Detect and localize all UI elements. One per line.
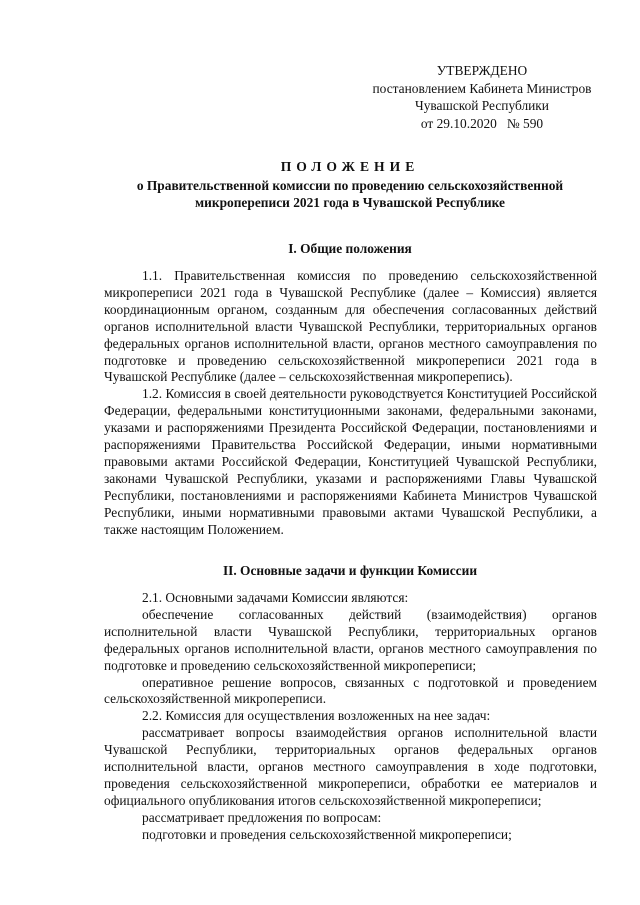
section-2-title: II. Основные задачи и функции Комиссии [222, 563, 478, 578]
paragraph-2-1: 2.1. Основными задачами Комиссии являются: [142, 590, 409, 605]
paragraph-2-1-item-2: оперативное решение вопросов, связанных с подготовкой и проведением сельскохозяйственной микропереписи. [104, 674, 597, 707]
document-title: ПОЛОЖЕНИЕ [280, 159, 420, 174]
approval-date-number: от 29.10.2020 № 590 [420, 115, 544, 131]
document-subtitle-line1: о Правительственной комиссии по проведению сельскохозяйственной [136, 178, 564, 193]
section-1-title: I. Общие положения [288, 241, 412, 256]
section-1-body [104, 268, 597, 539]
paragraph-2-2: 2.2. Комиссия для осуществления возложенных на нее задач: [142, 708, 491, 724]
document-title-block [100, 158, 600, 211]
document-subtitle-line2: микропереписи 2021 года в Чувашской Республике [195, 195, 505, 210]
paragraph-2-2-subitem-1: подготовки и проведения сельскохозяйственной микропереписи; [142, 826, 512, 842]
paragraph-2-2-item-1: рассматривает вопросы взаимодействия органов исполнительной власти Чувашской Республики, территориальных органов федеральных органов исполнительной власти, органов местного самоуправления в ходе подготовки, проведения сельскохозяйственной микропереписи, обработки ее материалов и официального опубликования итогов сельскохозяйственной микропереписи; [104, 725, 597, 808]
approval-label: УТВЕРЖДЕНО [436, 63, 528, 78]
paragraph-2-2-item-2: рассматривает предложения по вопросам: [142, 809, 382, 825]
section-2-body [104, 590, 597, 844]
approval-authority: постановлением Кабинета Министров [372, 80, 592, 96]
paragraph-1-1: 1.1. Правительственная комиссия по проведению сельскохозяйственной микропереписи 2021 года в Чувашской Республике (далее – Комиссия) является координационным органом, созданным для обеспечения согласованных действий органов исполнительной власти Чувашской Республики, территориальных органов федеральных органов исполнительной власти, органов местного самоуправления по подготовке и проведению сельскохозяйственной микропереписи 2021 года в Чувашской Республике (далее – сельскохозяйственная микроперепись). [104, 268, 597, 385]
approval-stamp [362, 62, 602, 132]
approval-region: Чувашской Республики [415, 98, 549, 113]
paragraph-2-1-item-1: обеспечение согласованных действий (взаимодействия) органов исполнительной власти Чувашской Республики, территориальных органов федеральных органов исполнительной власти, органов местного самоуправления по подготовке и проведению сельскохозяйственной микропереписи; [104, 606, 597, 673]
paragraph-1-2: 1.2. Комиссия в своей деятельности руководствуется Конституцией Российской Федерации, федеральными конституционными законами, федеральными законами, указами и распоряжениями Президента Российской Федерации, постановлениями и распоряжениями Правительства Российской Федерации, иными нормативными правовыми актами Российской Федерации, Конституцией Чувашской Республики, законами Чувашской Республики, указами и распоряжениями Главы Чувашской Республики, постановлениями и распоряжениями Кабинета Министров Чувашской Республики, иными нормативными правовыми актами Чувашской Республики, а также настоящим Положением. [104, 386, 597, 537]
